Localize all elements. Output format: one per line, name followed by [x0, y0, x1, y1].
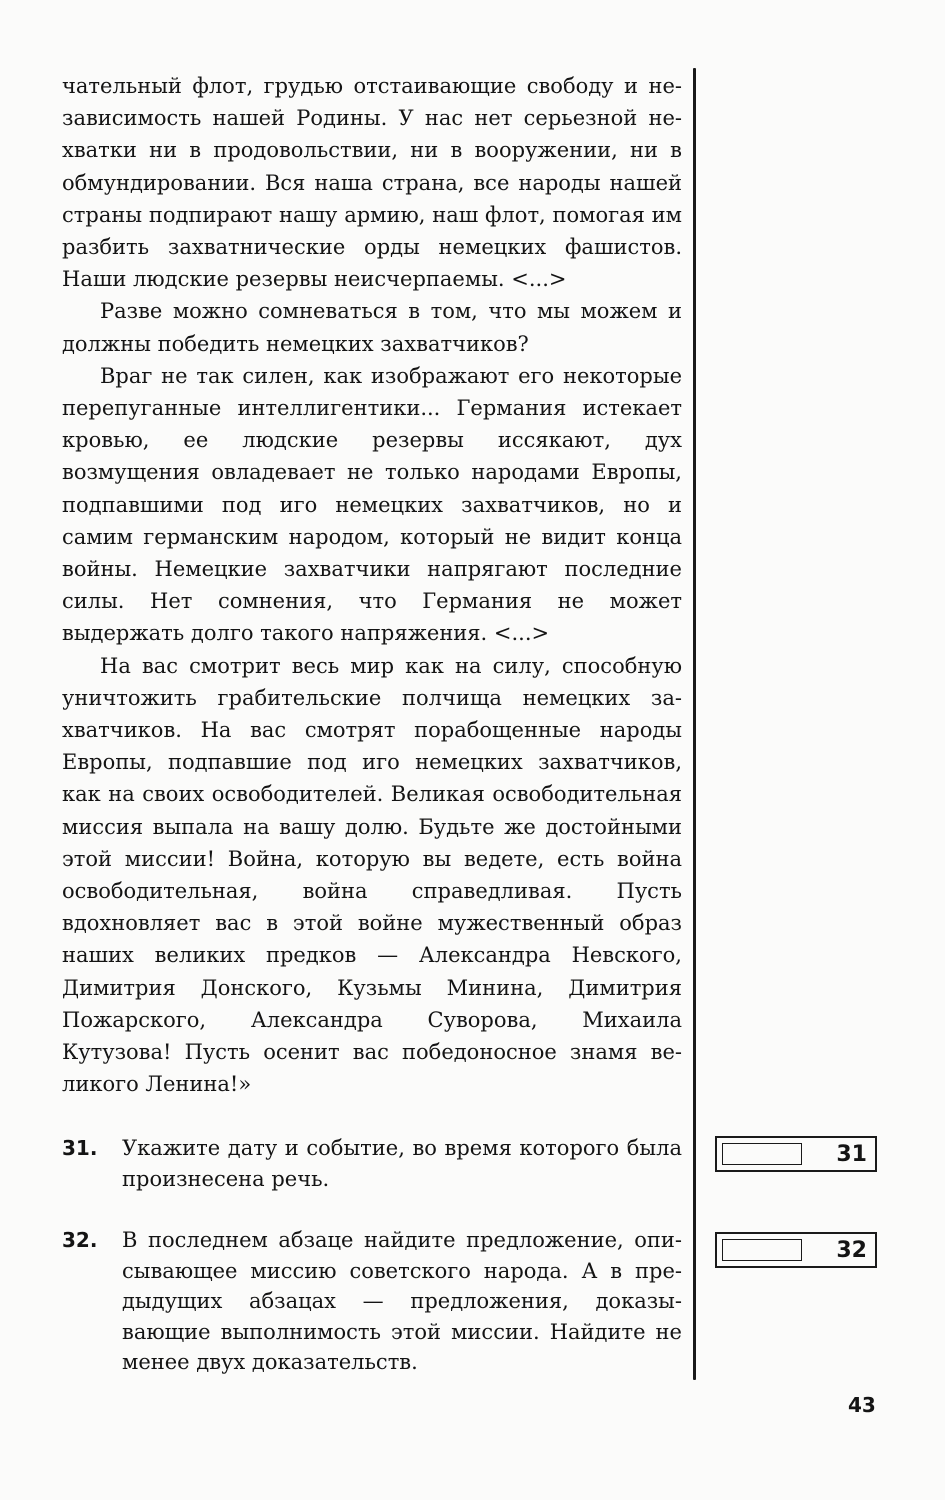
answer-field-32[interactable]	[722, 1239, 802, 1261]
answer-field-31[interactable]	[722, 1143, 802, 1165]
speech-paragraph-1: чательный флот, грудью отстаивающие свободу и независимость нашей Родины. У нас нет серьезной нехватки ни в продовольствии, ни в вооружении, ни в обмундировании. Вся наша страна, все народы нашей страны подпирают нашу армию, наш флот, помогая им разбить захватнические орды немецких фашистов. Наши людские резервы неисчерпаемы. <...>	[62, 74, 682, 292]
page-number: 43	[848, 1393, 876, 1417]
answer-box-32	[715, 1232, 877, 1268]
speech-paragraph-4: На вас смотрит весь мир как на силу, способную уничтожить грабительские полчища немецких захватчиков. На вас смотрят порабощенные народы Европы, подпавшие под иго немецких захватчиков, как на своих освободителей. Великая освободительная миссия выпала на вашу долю. Будьте же достойными этой миссии! Война, которую вы ведете, есть война освободительная, война справедливая. Пусть вдохновляет вас в этой войне мужественный образ наших великих предков — Александра Невского, Димитрия Донского, Кузьмы Минина, Димитрия Пожарского, Александра Суворова, Михаила Кутузова! Пусть осенит вас победоносное знамя великого Ленина!»	[62, 653, 682, 1097]
margin-rule	[693, 68, 696, 1380]
answer-box-31-label: 31	[836, 1142, 867, 1167]
speech-paragraph-3: Враг не так силен, как изображают его некоторые перепуганные интеллигентики... Германия истекает кровью, ее людские резервы иссякают, дух возмущения овладевает не только народами Европы, подпавшими под иго немецких захватчиков, но и самим германским народом, который не видит конца войны. Немецкие захватчики напрягают последние силы. Нет сомнения, что Германия не может выдержать долго такого напряжения. <...>	[62, 363, 682, 646]
task-31-text: Укажите дату и событие, во время которого была произнесена речь.	[122, 1136, 682, 1191]
task-31	[62, 1133, 682, 1194]
answer-box-32-label: 32	[836, 1238, 867, 1263]
task-32-number: 32.	[62, 1228, 98, 1252]
answer-box-31	[715, 1136, 877, 1172]
task-32-text: В последнем абзаце найдите предложение, описывающее миссию советского народа. А в предыдущих абзацах — предложения, доказывающие выполнимость этой миссии. Найдите не менее двух доказательств.	[122, 1228, 682, 1374]
task-31-number: 31.	[62, 1136, 98, 1160]
task-32	[62, 1225, 682, 1378]
speech-paragraph-2: Разве можно сомневаться в том, что мы можем и должны победить немецких захватчиков?	[62, 299, 682, 356]
speech-text	[62, 70, 682, 1101]
